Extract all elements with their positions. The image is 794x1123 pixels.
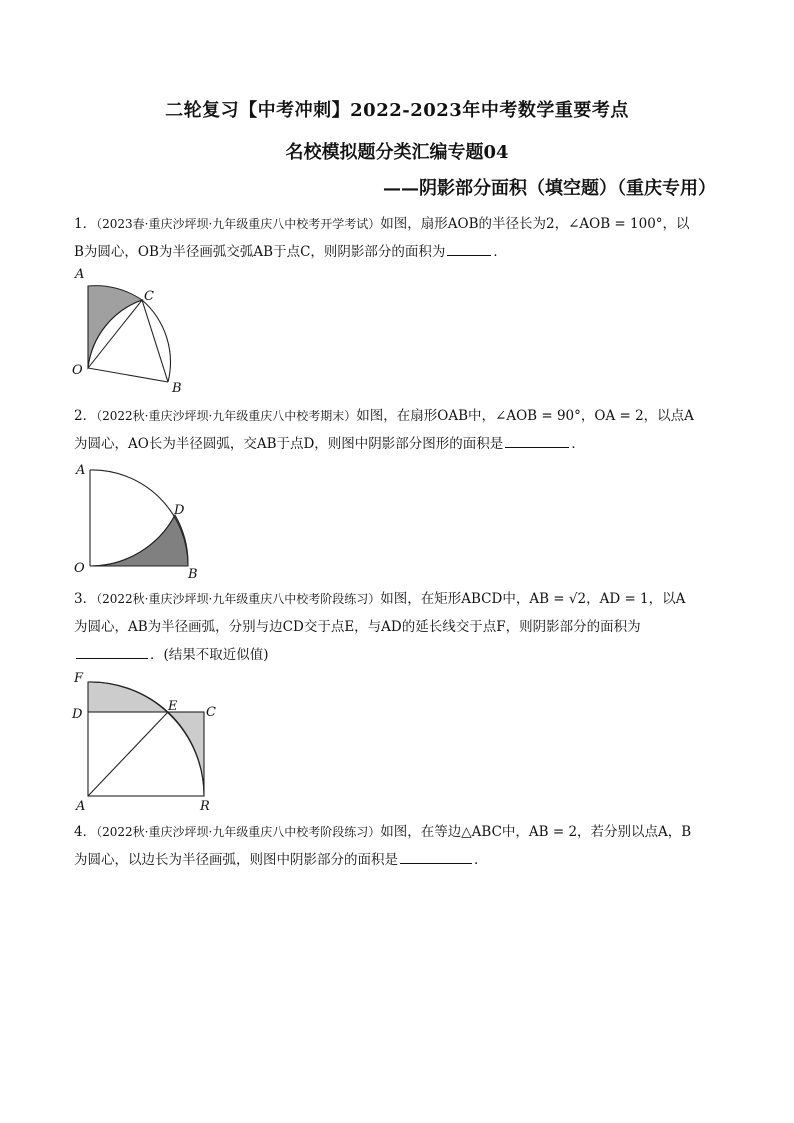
label-O: O — [74, 561, 85, 576]
question-end: ． — [474, 852, 488, 868]
question-end: ． — [493, 244, 507, 260]
page-title-line1: 二轮复习【中考冲刺】2022-2023年中考数学重要考点 — [165, 100, 629, 121]
question-source: （2022秋·重庆沙坪坝·九年级重庆八中校考期末） — [96, 409, 357, 423]
shaded-region — [88, 682, 168, 712]
label-B: B — [172, 381, 182, 396]
question-number: 3． — [74, 591, 97, 607]
page-title-line2: 名校模拟题分类汇编专题04 — [285, 142, 509, 163]
question-source: （2022秋·重庆沙坪坝·九年级重庆八中校考阶段练习） — [96, 592, 381, 606]
figure-q1 — [68, 262, 198, 398]
question-text: 如图，在矩形ABCD中，AB = √2，AD = 1，以A — [380, 591, 686, 607]
question-1 — [74, 210, 726, 266]
answer-blank[interactable] — [505, 433, 569, 448]
answer-blank[interactable] — [76, 644, 148, 659]
question-2 — [74, 402, 726, 458]
question-text: ．(结果不取近似值) — [150, 647, 269, 663]
figure-q2 — [70, 458, 210, 582]
label-C: C — [206, 705, 216, 720]
question-4 — [74, 818, 726, 874]
label-E: E — [168, 699, 178, 714]
question-end: ． — [571, 436, 585, 452]
label-B: B — [188, 567, 198, 582]
question-text: B为圆心，OB为半径画弧交弧AB于点C，则阴影部分的面积为 — [74, 244, 446, 260]
label-F: F — [74, 671, 84, 686]
answer-blank[interactable] — [400, 849, 472, 864]
question-number: 2． — [74, 408, 97, 424]
question-text: 如图，扇形AOB的半径长为2，∠AOB = 100°，以 — [380, 216, 690, 232]
label-D: D — [174, 503, 185, 518]
question-3 — [74, 585, 726, 669]
label-A: A — [76, 799, 86, 814]
label-R: R — [200, 799, 210, 814]
question-number: 1． — [74, 216, 97, 232]
question-text: 为圆心，AB为半径画弧，分别与边CD交于点E，与AD的延长线交于点F，则阴影部分的面积为 — [74, 619, 641, 635]
question-source: （2023春·重庆沙坪坝·九年级重庆八中校考开学考试） — [96, 217, 381, 231]
label-C: C — [144, 289, 154, 304]
question-text: 如图，在等边△ABC中，AB = 2，若分别以点A，B — [380, 824, 692, 840]
shaded-region — [90, 515, 188, 566]
shaded-region — [168, 712, 204, 796]
figure-q3 — [68, 668, 228, 814]
question-text: 为圆心，AO长为半径圆弧，交AB于点D，则图中阴影部分图形的面积是 — [74, 436, 504, 452]
question-text: 为圆心，以边长为半径画弧，则图中阴影部分的面积是 — [74, 852, 398, 868]
label-A: A — [75, 267, 85, 282]
label-O: O — [72, 363, 83, 378]
question-text: 如图，在扇形OAB中，∠AOB = 90°，OA = 2，以点A — [356, 408, 694, 424]
label-D: D — [72, 707, 83, 722]
question-source: （2022秋·重庆沙坪坝·九年级重庆八中校考阶段练习） — [96, 825, 381, 839]
label-A: A — [76, 463, 86, 478]
question-number: 4． — [74, 824, 97, 840]
page-subtitle: ——阴影部分面积（填空题）（重庆专用） — [383, 178, 716, 199]
answer-blank[interactable] — [447, 241, 491, 256]
